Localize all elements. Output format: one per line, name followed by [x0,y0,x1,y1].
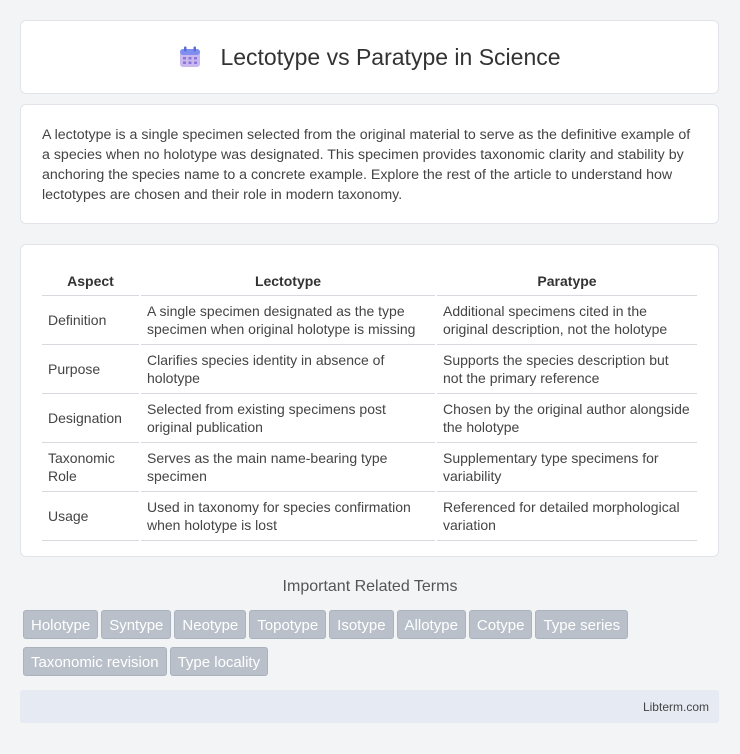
lectotype-cell: Serves as the main name-bearing type specimen [141,443,435,492]
aspect-cell: Purpose [42,345,139,394]
column-header: Lectotype [141,263,435,296]
paratype-cell: Additional specimens cited in the original description, not the holotype [437,296,697,345]
header-card [20,20,719,94]
aspect-cell: Designation [42,394,139,443]
tag-allotype[interactable]: Allotype [397,610,466,639]
lectotype-cell: A single specimen designated as the type specimen when original holotype is missing [141,296,435,345]
lectotype-cell: Selected from existing specimens post original publication [141,394,435,443]
tag-neotype[interactable]: Neotype [174,610,246,639]
table-row [42,443,697,492]
lectotype-cell: Used in taxonomy for species confirmation when holotype is lost [141,492,435,541]
tag-type-series[interactable]: Type series [535,610,628,639]
aspect-cell: Definition [42,296,139,345]
tag-topotype[interactable]: Topotype [249,610,326,639]
comparison-table [40,263,699,541]
tag-isotype[interactable]: Isotype [329,610,393,639]
aspect-cell: Usage [42,492,139,541]
aspect-cell: Taxonomic Role [42,443,139,492]
paratype-cell: Supplementary type specimens for variability [437,443,697,492]
footer-brand[interactable]: Libterm.com [642,699,709,714]
calendar-icon [178,45,202,69]
comparison-table-card [20,244,719,557]
paratype-cell: Chosen by the original author alongside the holotype [437,394,697,443]
tag-cotype[interactable]: Cotype [469,610,533,639]
tag-holotype[interactable]: Holotype [23,610,98,639]
tag-taxonomic-revision[interactable]: Taxonomic revision [23,647,167,676]
related-terms-title: Important Related Terms [282,578,458,595]
column-header: Paratype [437,263,697,296]
related-tags [23,610,723,684]
table-row [42,345,697,394]
table-row [42,394,697,443]
table-header-row [42,263,697,296]
paratype-cell: Referenced for detailed morphological variation [437,492,697,541]
intro-card [20,104,719,224]
lectotype-cell: Clarifies species identity in absence of holotype [141,345,435,394]
table-row [42,492,697,541]
paratype-cell: Supports the species description but not the primary reference [437,345,697,394]
footer [20,690,719,723]
tag-syntype[interactable]: Syntype [101,610,171,639]
tag-type-locality[interactable]: Type locality [170,647,269,676]
page-title: Lectotype vs Paratype in Science [220,43,561,70]
column-header: Aspect [42,263,139,296]
table-row [42,296,697,345]
intro-text: A lectotype is a single specimen selected from the original material to serve as the definitive example of a species when no holotype was designated. This specimen provides taxonomic clarity and stability by anchoring the species name to a concrete example. Explore the rest of the article to understand how lectotypes are chosen and their role in modern taxonomy. [42,127,691,203]
